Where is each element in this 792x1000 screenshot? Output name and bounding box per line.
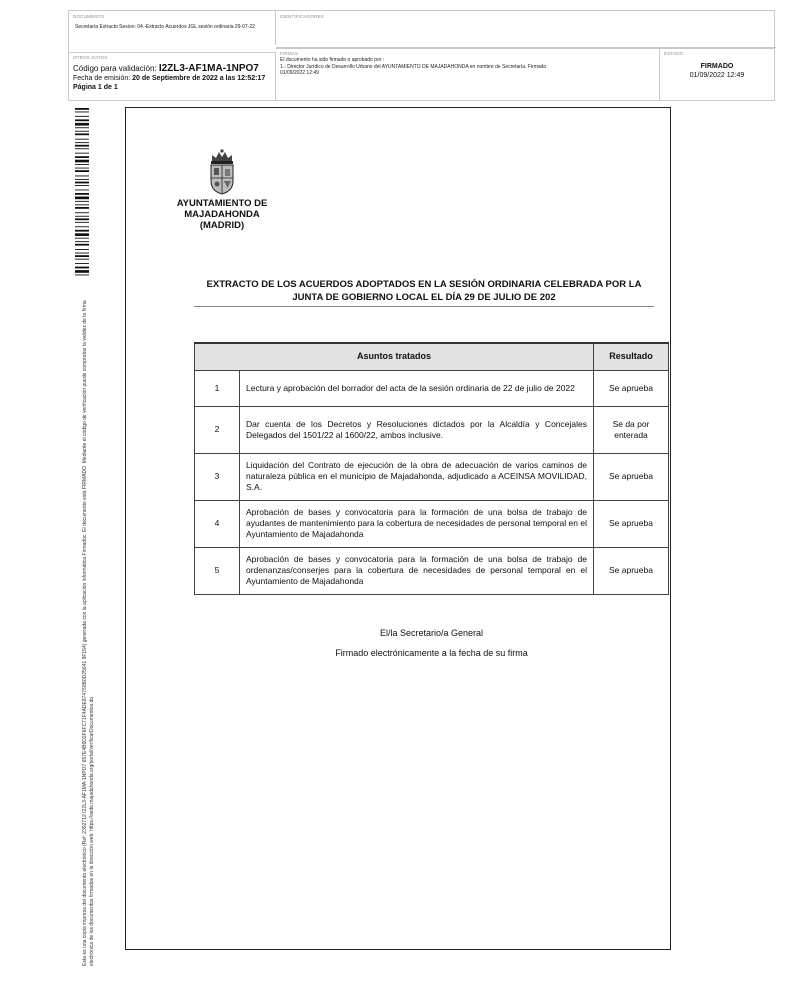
row-subject: Lectura y aprobación del borrador del acta de la sesión ordinaria de 22 de julio de 2022 (240, 370, 594, 406)
page-title (194, 278, 654, 307)
status-date: 01/09/2022 12:49 (689, 72, 745, 79)
verification-side-text: Esta es una copia impresa del documento electrónico (Ref: 2392712 I2ZL3-AF1MA-1NPO7 657E4B6D2F6FC71F4ADE874760B0D25641 9F154) generada con la aplicación informática Firmadoc. El documento está FIRMADO. Mediante el código de verificación puede comprobar la validez de la firma electrónica de los documentos firmados en la dirección web: https://sede.majadahonda.org/portal/verificarDocumentos.do (82, 300, 95, 966)
barcode-bar (75, 193, 89, 195)
barcode-bar (75, 119, 89, 121)
barcode-bar (75, 207, 89, 209)
barcode-bar (75, 259, 89, 260)
validation-code-prefix: Código para validación: (73, 64, 157, 73)
title-line-2: JUNTA DE GOBIERNO LOCAL EL DÍA 29 DE JULIO DE 202 (292, 292, 556, 303)
barcode-bar (75, 185, 89, 186)
document-page (125, 107, 671, 950)
documento-cell (69, 11, 276, 45)
barcode-bar (75, 168, 89, 169)
issue-date-line (73, 74, 271, 83)
barcode-bar (75, 255, 89, 257)
firmas-line-2: 1.- Director Jurídico de Desarrollo Urbano del AYUNTAMIENTO DE MAJADAHONDA en nombre de Secretaría. Firmado (280, 63, 547, 70)
table-header-row (195, 343, 669, 370)
row-subject: Aprobación de bases y convocatoria para la formación de una bolsa de trabajo de ordenanzas/conserjes para la cobertura de necesidades de personal temporal en el Ayuntamiento de Majadahonda (240, 547, 594, 594)
table-row (195, 406, 669, 453)
otros-datos-label: OTROS DATOS (73, 55, 108, 60)
documento-label: DOCUMENTO (73, 14, 105, 19)
barcode-bar (75, 230, 89, 232)
barcode-bar (75, 176, 89, 177)
barcode-bar (75, 244, 89, 246)
row-number: 3 (195, 453, 240, 500)
firmas-label: FIRMAS (280, 51, 299, 56)
barcode-bar (75, 148, 89, 149)
barcode-bar (75, 218, 89, 220)
barcode-bar (75, 153, 89, 154)
identificadores-label: IDENTIFICADORES (280, 14, 325, 19)
title-line-1: EXTRACTO DE LOS ACUERDOS ADOPTADOS EN LA SESIÓN ORDINARIA CELEBRADA POR LA (206, 279, 642, 290)
barcode-bar (75, 270, 89, 273)
issue-date-prefix: Fecha de emisión: (73, 75, 131, 82)
table-row (195, 453, 669, 500)
issue-date: 20 de Septiembre de 2022 a las 12:52:17 (132, 75, 266, 82)
barcode-bar (75, 241, 89, 242)
row-number: 1 (195, 370, 240, 406)
barcode-bar (75, 160, 89, 163)
barcode-bar (75, 222, 89, 223)
row-subject: Liquidación del Contrato de ejecución de la obra de adecuación de varios caminos de naturaleza pública en el municipio de Majadahonda, adjudicado a ACEINSA MOVILIDAD, S.A. (240, 453, 594, 500)
barcode-bar (75, 197, 89, 200)
barcode-bar (75, 233, 89, 236)
row-result: Se aprueba (594, 547, 669, 594)
row-number: 5 (195, 547, 240, 594)
barcode-bar (75, 112, 89, 113)
barcode-bar (75, 182, 89, 184)
otros-datos-cell (69, 52, 276, 101)
row-subject: Aprobación de bases y convocatoria para la formación de una bolsa de trabajo de ayudantes de mantenimiento para la cobertura de necesidades de personal temporal en el Ayuntamiento de Majadahonda (240, 500, 594, 547)
organization-line-1: AYUNTAMIENTO DE (176, 198, 268, 209)
signer-title: El/la Secretario/a General (379, 628, 484, 638)
column-header-asuntos: Asuntos tratados (195, 343, 594, 370)
barcode-bar (75, 156, 89, 158)
barcode-bar (75, 164, 89, 165)
row-number: 4 (195, 500, 240, 547)
column-header-resultado: Resultado (594, 343, 669, 370)
table-row (195, 500, 669, 547)
barcode-bar (75, 133, 89, 135)
signed-note: Firmado electrónicamente a la fecha de su firma (335, 648, 528, 658)
barcode-bar (75, 190, 89, 191)
barcode-bar (75, 267, 89, 269)
barcode-bar (75, 204, 89, 205)
barcode-bar (75, 179, 89, 180)
barcode-bar (75, 253, 89, 254)
barcode-bar (75, 226, 89, 227)
agenda-table (194, 342, 669, 595)
firmas-line-3: 01/09/2022 12:49 (280, 70, 319, 76)
barcode-bar (75, 238, 89, 239)
barcode-bar (75, 131, 89, 132)
organization-name (166, 198, 278, 231)
coat-of-arms-icon (206, 148, 238, 196)
estado-value-block (664, 63, 770, 80)
identificadores-cell (276, 11, 774, 45)
barcode-icon (75, 108, 89, 278)
barcode-bar (75, 201, 89, 202)
barcode-bar (75, 123, 89, 126)
row-result: Se aprueba (594, 500, 669, 547)
barcode-bar (75, 139, 89, 140)
row-number: 2 (195, 406, 240, 453)
estado-label: ESTADO (664, 51, 684, 56)
barcode-bar (75, 145, 89, 147)
row-result: Se da por enterada (594, 406, 669, 453)
barcode-bar (75, 263, 89, 264)
barcode-bar (75, 116, 89, 117)
barcode-bar (75, 170, 89, 172)
row-subject: Dar cuenta de los Decretos y Resoluciones dictados por la Alcaldía y Concejales Delegados del 1501/22 al 1600/22, ambos inclusive. (240, 406, 594, 453)
validation-code-line (73, 64, 271, 74)
organization-line-2: MAJADAHONDA (184, 209, 260, 220)
status-badge: FIRMADO (700, 63, 734, 70)
barcode-bar (75, 216, 89, 217)
barcode-bar (75, 249, 89, 250)
row-result: Se aprueba (594, 370, 669, 406)
firmas-line-1: El documento ha sido firmado o aprobado por : (280, 57, 385, 63)
firmas-cell (276, 48, 660, 101)
barcode-bar (75, 127, 89, 128)
estado-cell (660, 48, 774, 101)
table-row (195, 370, 669, 406)
barcode-bar (75, 142, 89, 143)
barcode-bar (75, 212, 89, 213)
table-row (195, 547, 669, 594)
organization-line-3: (MADRID) (199, 220, 245, 231)
barcode-bar (75, 108, 89, 110)
validation-code: I2ZL3-AF1MA-1NPO7 (158, 63, 259, 74)
document-metadata-box (68, 10, 775, 101)
page-count: Página 1 de 1 (73, 84, 118, 91)
row-result: Se aprueba (594, 453, 669, 500)
documento-text: Secretaría Extracto Sesion: 04.-Extracto Acuerdos JGL sesión ordinaria 29-07-22 (75, 24, 255, 30)
